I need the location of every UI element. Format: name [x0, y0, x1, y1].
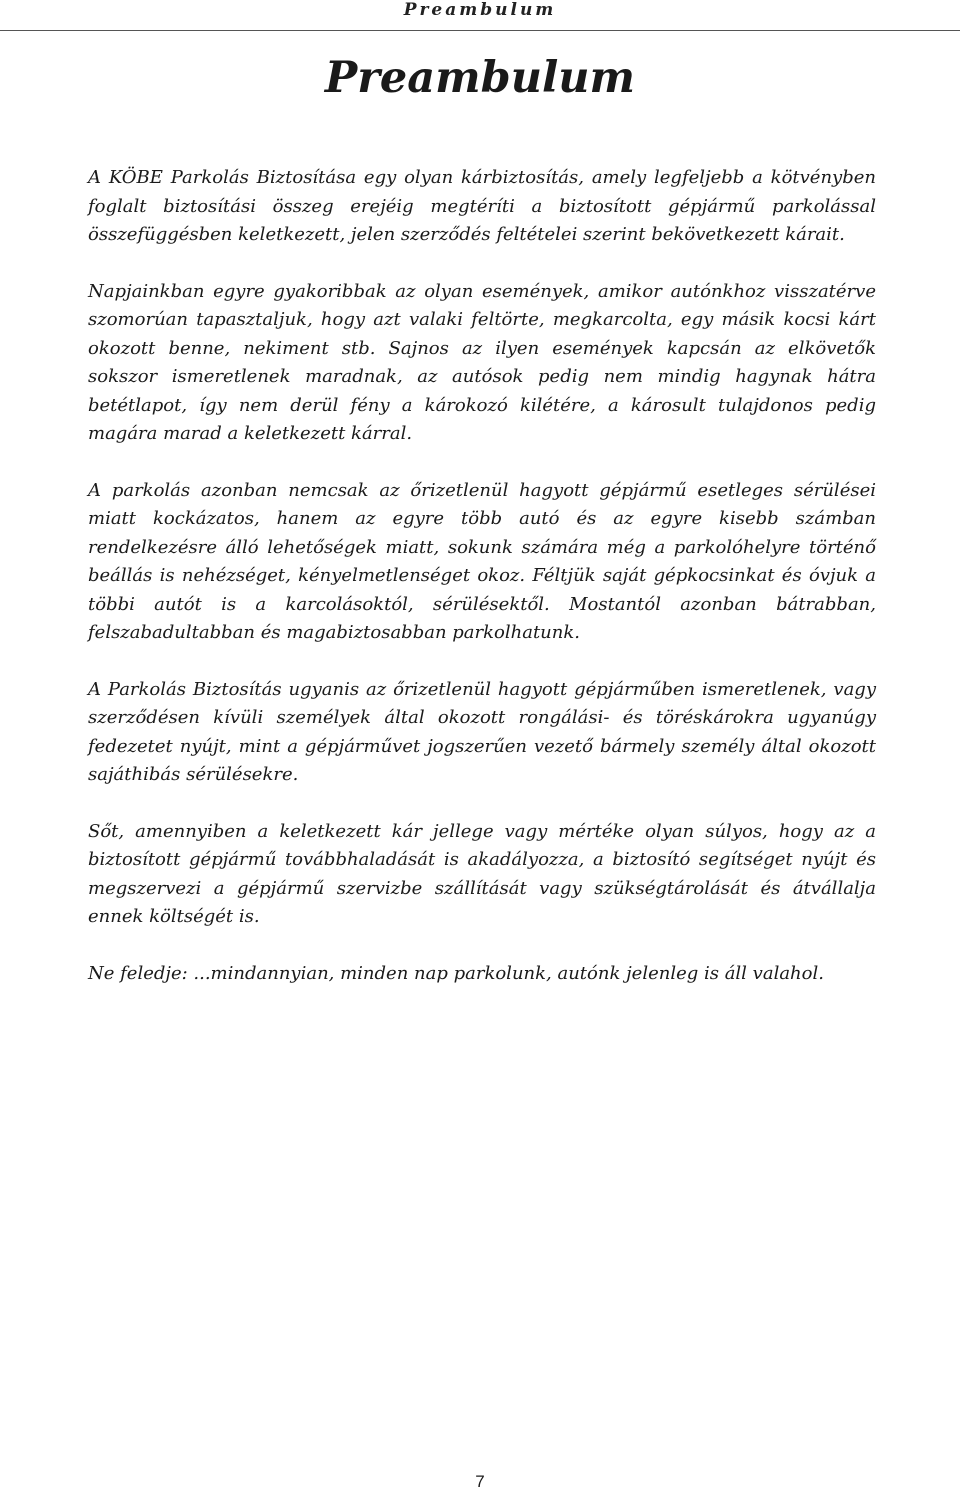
running-header [0, 0, 960, 31]
paragraph-closing: Ne feledje: ...mindannyian, minden nap parkolunk, autónk jelenleg is áll valahol. [88, 962, 824, 984]
page-number: 7 [475, 1472, 485, 1491]
paragraph-parking-risk: A parkolás azonban nemcsak az őrizetlenül hagyott gépjármű esetleges sérülései miatt kockázatos, hanem az egyre több autó és az egyre kisebb számban rendelkezésre álló lehetőségek miatt, sokunk számára még a parkolóhelyre történő beállás is nehézséget, kényelmetlenséget okoz. Féltjük saját gépkocsinkat és óvjuk a többi autót is a karcolásoktól, sérülésektől. Mostantól azonban bátrabban, felszabadultabban és magabiztosabban parkolhatunk. [88, 479, 876, 643]
paragraph-assistance: Sőt, amennyiben a keletkezett kár jellege vagy mértéke olyan súlyos, hogy az a biztosított gépjármű továbbhaladását is akadályozza, a biztosító segítséget nyújt és megszervezi a gépjármű szervizbe szállítását vagy szükségtárolását és átvállalja ennek költségét is. [88, 820, 876, 927]
paragraph-intro: A KÖBE Parkolás Biztosítása egy olyan kárbiztosítás, amely legfeljebb a kötvényben foglalt biztosítási összeg erejéig megtéríti a biztosított gépjármű parkolással összefüggésben keletkezett, jelen szerződés feltételei szerint bekövetkezett kárait. [88, 167, 876, 245]
body-text [88, 164, 876, 1016]
running-header-title: Preambulum [403, 0, 557, 20]
paragraph-coverage: A Parkolás Biztosítás ugyanis az őrizetlenül hagyott gépjárműben ismeretlenek, vagy szerződésen kívüli személyek által okozott rongálási- és töréskárokra ugyanúgy fedezetet nyújt, mint a gépjárművet jogszerűen vezető bármely személy által okozott sajáthibás sérülésekre. [88, 678, 876, 785]
paragraph-incidents: Napjainkban egyre gyakoribbak az olyan események, amikor autónkhoz visszatérve szomorúan tapasztaljuk, hogy azt valaki feltörte, megkarcolta, egy másik kocsi kárt okozott benne, nekiment stb. Sajnos az ilyen események kapcsán az elkövetők sokszor ismeretlenek maradnak, az autósok pedig nem mindig hagynak hátra betétlapot, így nem derül fény a károkozó kilétére, a károsult tulajdonos pedig magára marad a keletkezett kárral. [88, 280, 876, 444]
page-title: Preambulum [324, 53, 636, 103]
